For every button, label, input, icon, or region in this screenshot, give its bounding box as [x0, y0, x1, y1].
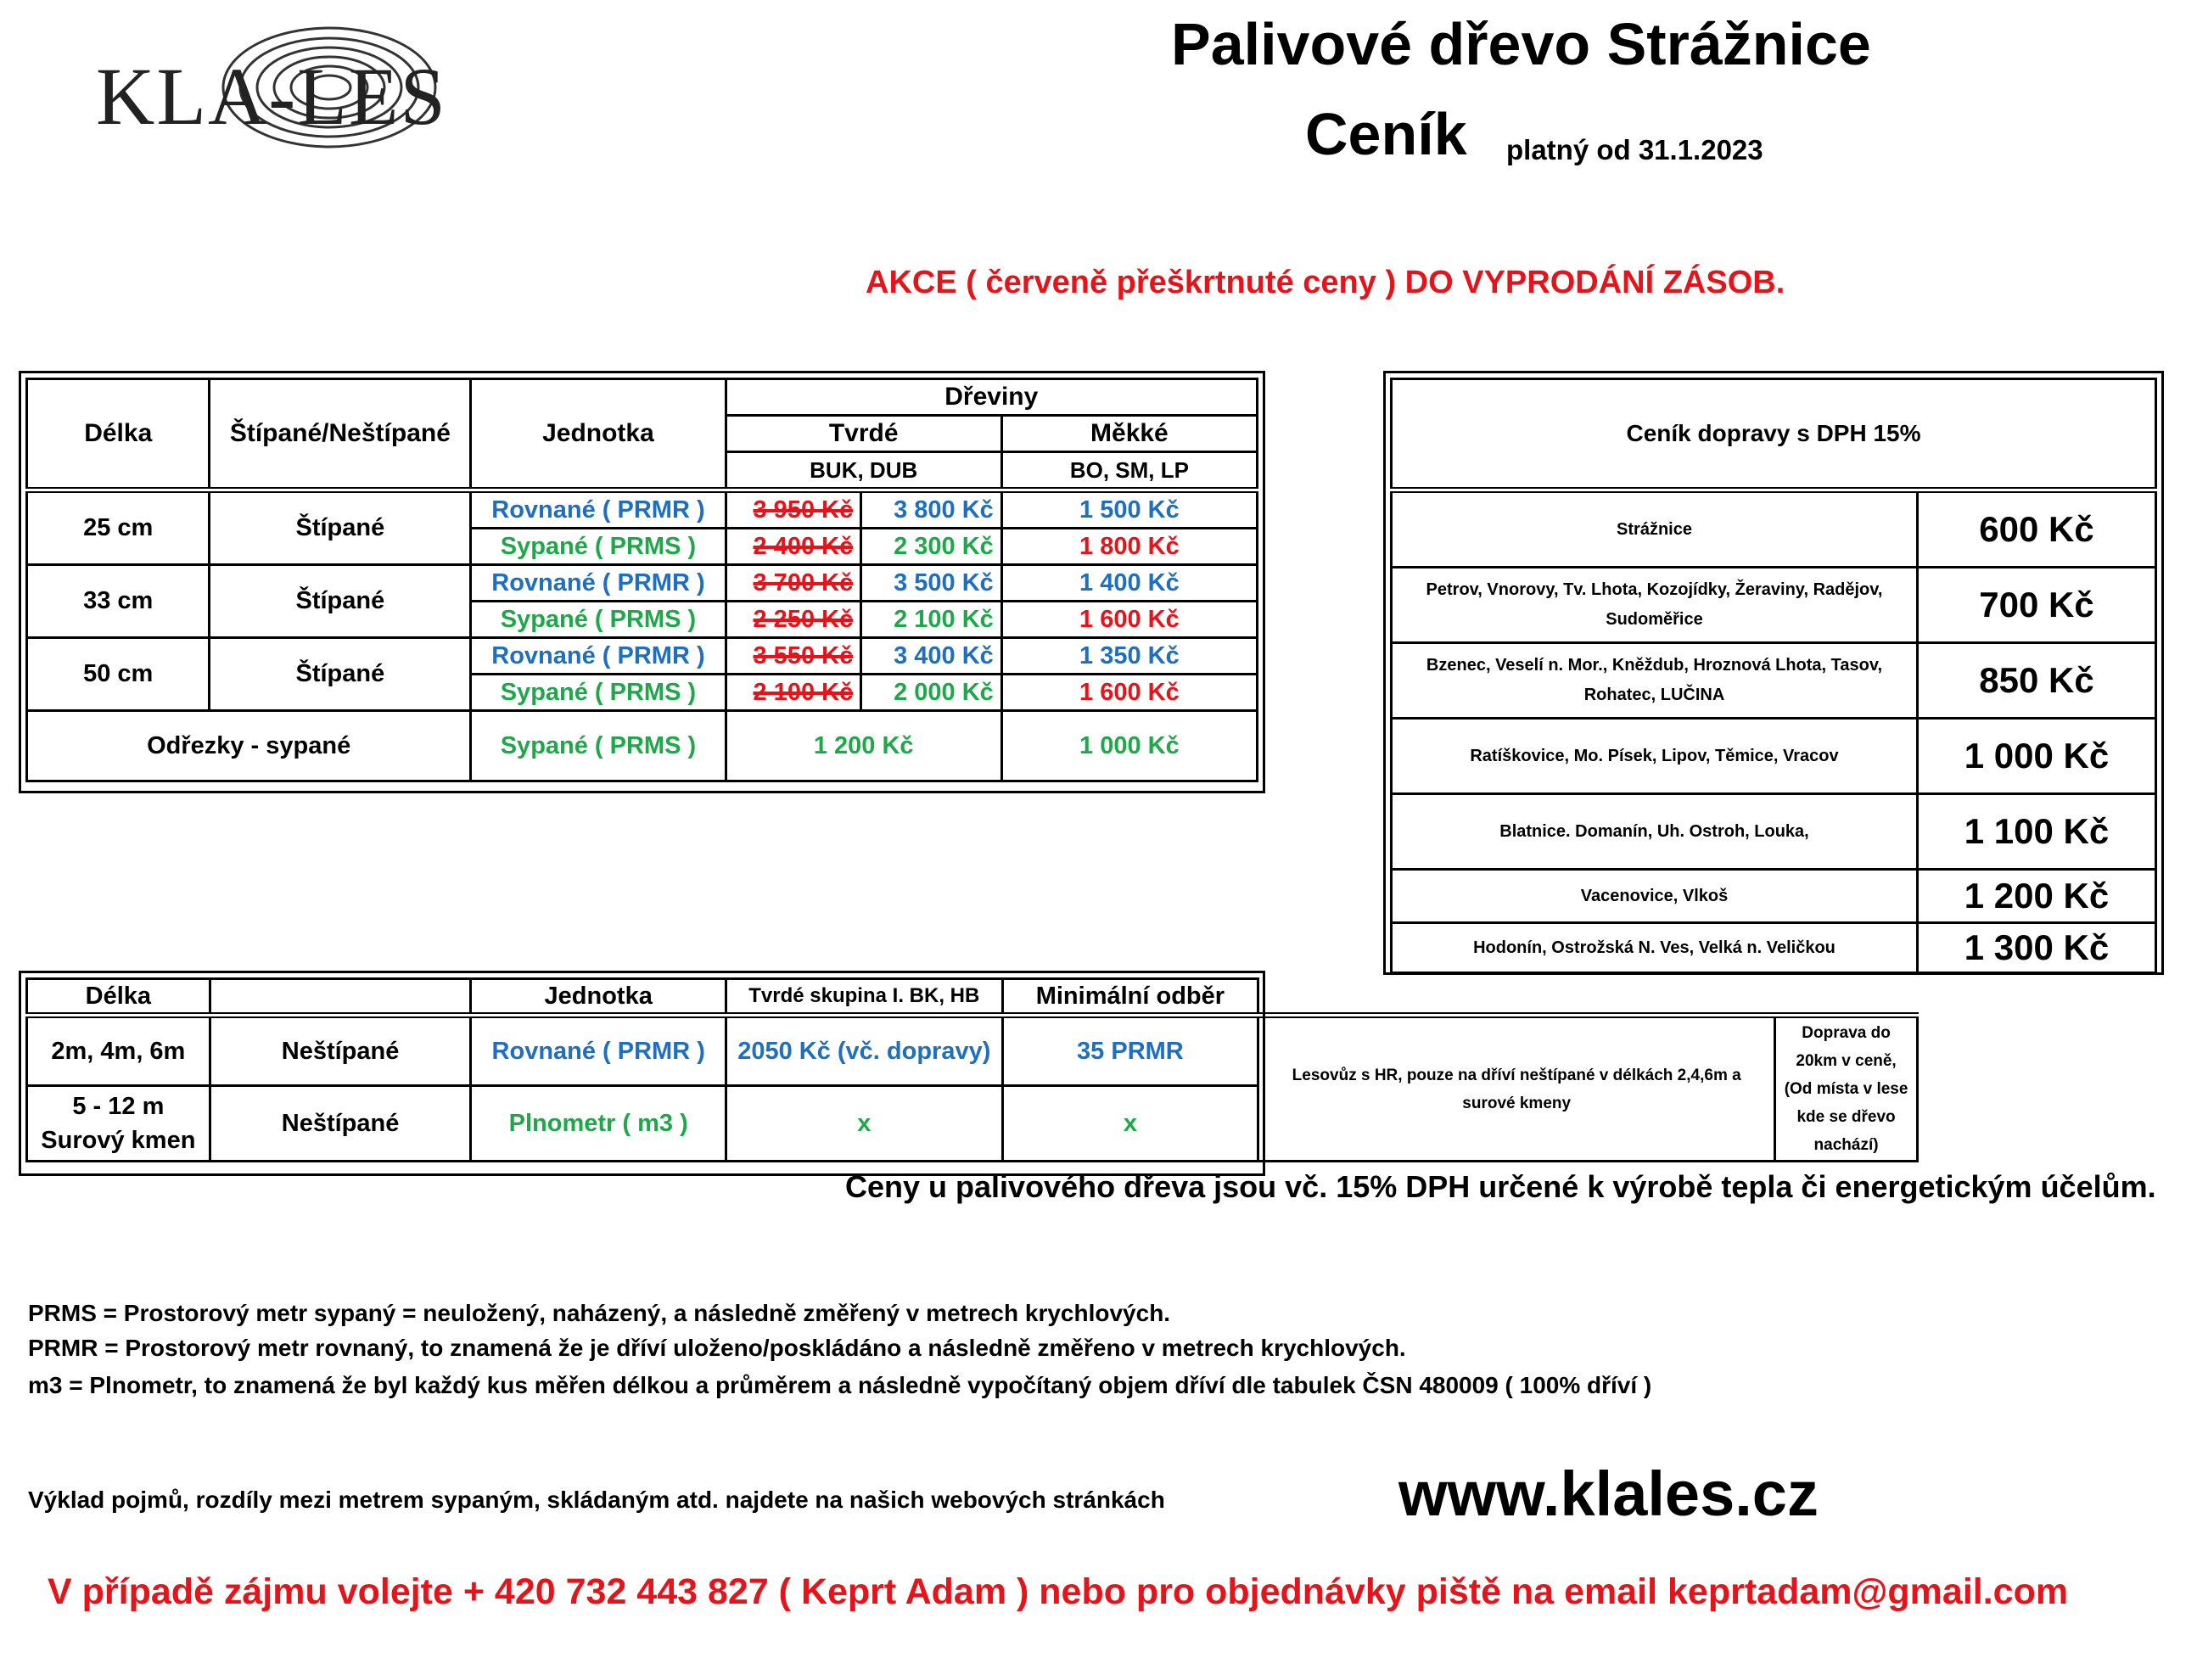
transport-price-table	[1390, 378, 2157, 974]
header-split: Štípané/Neštípané	[210, 379, 471, 490]
header-soft-species: BO, SM, LP	[1001, 452, 1257, 490]
row-length: 50 cm	[27, 638, 210, 711]
soft-price: 1 600 Kč	[1001, 602, 1257, 638]
logs-price: 2050 Kč (vč. dopravy)	[726, 1016, 1003, 1086]
hard-price: 3 400 Kč	[861, 638, 1002, 675]
transport-place: Strážnice	[1392, 490, 1918, 568]
logs-price: x	[726, 1086, 1003, 1162]
logs-header-min: Minimální odběr	[1002, 979, 1258, 1016]
row-length: 25 cm	[27, 490, 210, 565]
logo	[92, 24, 465, 151]
unit-loose: Sypané ( PRMS )	[471, 675, 726, 711]
explanation-text: Výklad pojmů, rozdíly mezi metrem sypaným, skládaným atd. najdete na našich webových stránkách	[28, 1487, 1165, 1513]
transport-price: 600 Kč	[1918, 490, 2156, 568]
header-length: Délka	[27, 379, 210, 490]
transport-price: 1 000 Kč	[1918, 719, 2156, 794]
logs-length: 5 - 12 m Surový kmen	[27, 1086, 210, 1162]
old-price: 3 700 Kč	[753, 568, 854, 596]
logs-unit: Plnometr ( m3 )	[471, 1086, 726, 1162]
unit-stacked: Rovnané ( PRMR )	[471, 490, 726, 529]
page-title: Palivové dřevo Strážnice	[1171, 11, 1871, 77]
logs-split: Neštípané	[210, 1016, 471, 1086]
offcuts-soft-price: 1 000 Kč	[1001, 711, 1257, 781]
soft-price: 1 600 Kč	[1001, 675, 1257, 711]
transport-price: 1 100 Kč	[1918, 794, 2156, 870]
header-hard-species: BUK, DUB	[726, 452, 1001, 490]
hard-price: 3 500 Kč	[861, 565, 1002, 602]
definition-prms: PRMS = Prostorový metr sypaný = neuložený, naházený, a následně změřený v metrech krychlových.	[28, 1300, 1171, 1326]
logs-header-blank	[210, 979, 471, 1016]
old-price: 2 100 Kč	[753, 678, 854, 706]
old-price: 3 950 Kč	[753, 496, 854, 524]
logs-header-length: Délka	[27, 979, 210, 1016]
logs-min-order: x	[1002, 1086, 1258, 1162]
transport-title: Ceník dopravy s DPH 15%	[1392, 379, 2156, 490]
soft-price: 1 400 Kč	[1001, 565, 1257, 602]
contact-info: V případě zájmu volejte + 420 732 443 827 ( Keprt Adam ) nebo pro objednávky piště na email keprtadam@gmail.com	[48, 1571, 2069, 1612]
transport-price: 700 Kč	[1918, 568, 2156, 643]
offcuts-unit: Sypané ( PRMS )	[471, 711, 726, 781]
transport-price: 1 300 Kč	[1918, 923, 2156, 973]
transport-place: Blatnice. Domanín, Uh. Ostroh, Louka,	[1392, 794, 1918, 870]
unit-loose: Sypané ( PRMS )	[471, 529, 726, 565]
transport-place: Bzenec, Veselí n. Mor., Kněždub, Hroznová Lhota, Tasov, Rohatec, LUČINA	[1392, 643, 1918, 719]
transport-price: 850 Kč	[1918, 643, 2156, 719]
transport-place: Hodonín, Ostrožská N. Ves, Velká n. Veličkou	[1392, 923, 1918, 973]
hard-price: 2 300 Kč	[861, 529, 1002, 565]
offcuts-label: Odřezky - sypané	[27, 711, 471, 781]
header-soft: Měkké	[1001, 416, 1257, 452]
validity-date: platný od 31.1.2023	[1506, 134, 1763, 165]
logo-text: KLA-LES	[96, 51, 447, 142]
vat-note: Ceny u palivového dřeva jsou vč. 15% DPH určené k výrobě tepla či energetickým účelům.	[845, 1169, 2156, 1204]
promo-banner: AKCE ( červeně přeškrtnuté ceny ) DO VYPRODÁNÍ ZÁSOB.	[866, 265, 1785, 300]
delivery-note: Doprava do 20km v ceně, (Od místa v lese kde se dřevo nachází)	[1775, 1016, 1918, 1162]
row-split: Štípané	[210, 490, 471, 565]
logs-header-unit: Jednotka	[471, 979, 726, 1016]
offcuts-hard-price: 1 200 Kč	[726, 711, 1001, 781]
logs-min-order: 35 PRMR	[1002, 1016, 1258, 1086]
logs-note: Lesovůz s HR, pouze na dříví neštípané v délkách 2,4,6m a surové kmeny	[1258, 1016, 1775, 1162]
old-price: 3 550 Kč	[753, 641, 854, 669]
logs-split: Neštípané	[210, 1086, 471, 1162]
unit-stacked: Rovnané ( PRMR )	[471, 565, 726, 602]
row-length: 33 cm	[27, 565, 210, 638]
unit-stacked: Rovnané ( PRMR )	[471, 638, 726, 675]
hard-price: 2 000 Kč	[861, 675, 1002, 711]
definition-m3: m3 = Plnometr, to znamená že byl každý kus měřen délkou a průměrem a následně vypočítaný objem dříví dle tabulek ČSN 480009 ( 100% dříví )	[28, 1372, 1652, 1398]
soft-price: 1 800 Kč	[1001, 529, 1257, 565]
page-subtitle: Ceník	[1305, 101, 1467, 167]
header-species: Dřeviny	[726, 379, 1257, 416]
definition-prmr: PRMR = Prostorový metr rovnaný, to znamená že je dříví uloženo/poskládáno a následně změřeno v metrech krychlových.	[28, 1335, 1406, 1361]
transport-place: Vacenovice, Vlkoš	[1392, 870, 1918, 923]
soft-price: 1 500 Kč	[1001, 490, 1257, 529]
transport-price: 1 200 Kč	[1918, 870, 2156, 923]
logs-length: 2m, 4m, 6m	[27, 1016, 210, 1086]
unit-loose: Sypané ( PRMS )	[471, 602, 726, 638]
row-split: Štípané	[210, 565, 471, 638]
transport-place: Ratíškovice, Mo. Písek, Lipov, Těmice, Vracov	[1392, 719, 1918, 794]
hard-price: 2 100 Kč	[861, 602, 1002, 638]
transport-place: Petrov, Vnorovy, Tv. Lhota, Kozojídky, Žeraviny, Radějov, Sudoměřice	[1392, 568, 1918, 643]
header-hard: Tvrdé	[726, 416, 1001, 452]
old-price: 2 400 Kč	[753, 532, 854, 560]
firewood-price-table	[25, 378, 1258, 782]
logs-unit: Rovnané ( PRMR )	[471, 1016, 726, 1086]
logs-header-hard: Tvrdé skupina I. BK, HB	[726, 979, 1003, 1016]
row-split: Štípané	[210, 638, 471, 711]
logs-price-table	[25, 977, 1919, 1162]
old-price: 2 250 Kč	[753, 605, 854, 633]
website-link[interactable]: www.klales.cz	[1398, 1459, 1819, 1529]
soft-price: 1 350 Kč	[1001, 638, 1257, 675]
hard-price: 3 800 Kč	[861, 490, 1002, 529]
header-unit: Jednotka	[471, 379, 726, 490]
